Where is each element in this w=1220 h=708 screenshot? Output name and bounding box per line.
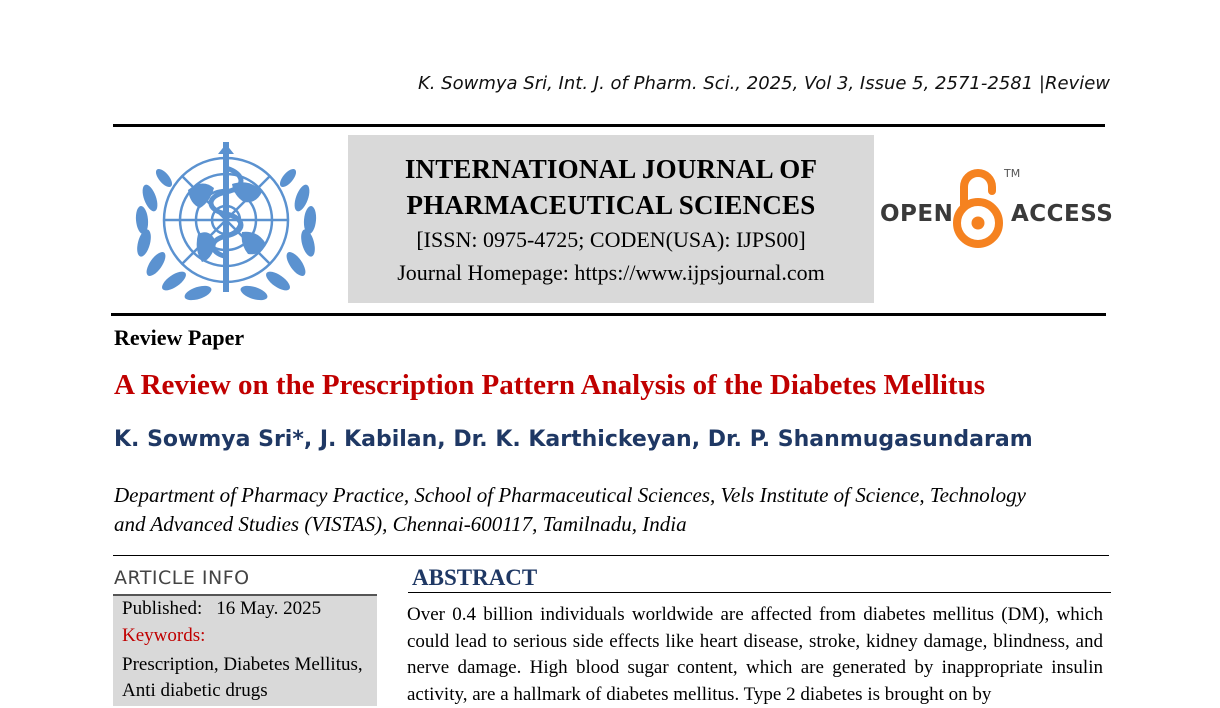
journal-emblem-icon bbox=[128, 138, 324, 306]
open-access-access-text: ACCESS bbox=[1011, 201, 1114, 227]
open-access-open-text: OPEN bbox=[880, 201, 954, 227]
affiliation-line2: and Advanced Studies (VISTAS), Chennai-600117, Tamilnadu, India bbox=[114, 512, 687, 536]
journal-title-line2: PHARMACEUTICAL SCIENCES bbox=[406, 190, 816, 220]
header-top-rule bbox=[113, 124, 1105, 127]
citation-header: K. Sowmya Sri, Int. J. of Pharm. Sci., 2025, Vol 3, Issue 5, 2571-2581 |Review bbox=[417, 73, 1110, 94]
abstract-text: Over 0.4 billion individuals worldwide are affected from diabetes mellitus (DM), which could lead to serious side effects like heart disease, stroke, kidney damage, blindness, and nerve damage. High blood sugar content, which are generated by inappropriate insulin activity, are a hallmark of diabetes mellitus. Type 2 diabetes is brought on by bbox=[407, 604, 1103, 705]
journal-title bbox=[348, 151, 874, 223]
journal-issn: [ISSN: 0975-4725; CODEN(USA): IJPS00] bbox=[416, 227, 806, 252]
section-divider bbox=[113, 555, 1109, 556]
open-access-logo bbox=[880, 165, 1114, 255]
journal-homepage: Journal Homepage: https://www.ijpsjournal.com bbox=[397, 260, 825, 285]
paper-affiliation bbox=[114, 481, 1094, 539]
affiliation-line1: Department of Pharmacy Practice, School of Pharmaceutical Sciences, Vels Institute of Science, Technology bbox=[114, 483, 1026, 507]
journal-masthead bbox=[348, 135, 874, 303]
journal-title-line1: INTERNATIONAL JOURNAL OF bbox=[404, 154, 818, 184]
published-date: 16 May. 2025 bbox=[216, 598, 322, 619]
published-row bbox=[122, 598, 321, 620]
article-info-heading: ARTICLE INFO bbox=[114, 567, 250, 589]
published-label: Published: bbox=[122, 598, 203, 619]
open-lock-icon bbox=[952, 165, 1004, 249]
paper-authors: K. Sowmya Sri*, J. Kabilan, Dr. K. Karthickeyan, Dr. P. Shanmugasundaram bbox=[114, 427, 1033, 452]
paper-type-label: Review Paper bbox=[114, 325, 245, 350]
header-bottom-rule bbox=[111, 313, 1106, 316]
keywords-label: Keywords: bbox=[122, 625, 206, 646]
abstract-rule bbox=[408, 592, 1111, 593]
keywords-list: Prescription, Diabetes Mellitus, Anti diabetic drugs bbox=[122, 654, 363, 701]
open-access-trademark: TM bbox=[1004, 167, 1021, 180]
abstract-heading: ABSTRACT bbox=[412, 565, 538, 590]
paper-title: A Review on the Prescription Pattern Analysis of the Diabetes Mellitus bbox=[114, 369, 985, 401]
